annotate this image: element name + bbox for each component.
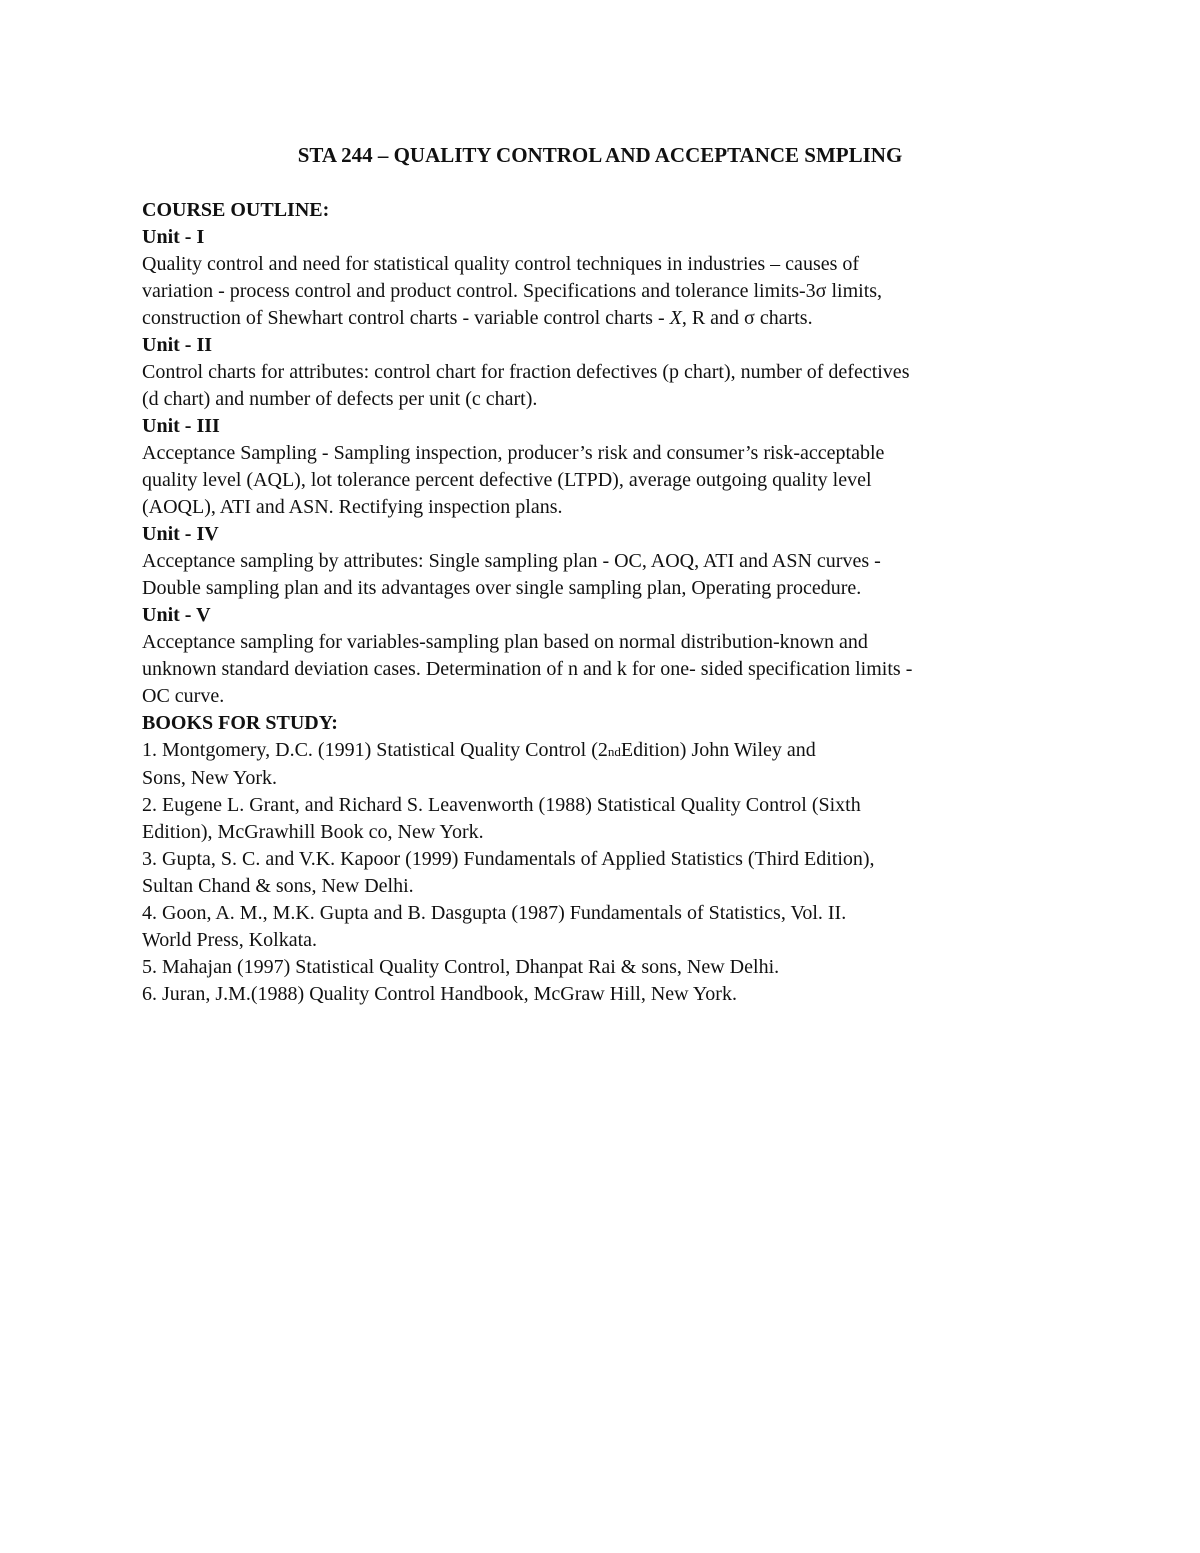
- unit-text-line: [142, 305, 1072, 332]
- unit-text-line: unknown standard deviation cases. Determination of n and k for one- sided specification limits -: [142, 658, 913, 680]
- book-entry-line: Sultan Chand & sons, New Delhi.: [142, 875, 414, 897]
- unit-text-line: OC curve.: [142, 685, 225, 707]
- text-fragment: construction of Shewhart control charts - variable control charts -: [142, 307, 670, 329]
- document-title: STA 244 – QUALITY CONTROL AND ACCEPTANCE SMPLING: [297, 143, 903, 167]
- books-heading: BOOKS FOR STUDY:: [142, 712, 338, 734]
- unit-heading: Unit - V: [142, 604, 211, 626]
- text-fragment: 1. Montgomery, D.C. (1991) Statistical Quality Control (2: [142, 739, 608, 761]
- unit-section: [142, 413, 1072, 521]
- unit-heading: Unit - III: [142, 415, 220, 437]
- unit-text-line: quality level (AQL), lot tolerance percent defective (LTPD), average outgoing quality level: [142, 469, 872, 491]
- unit-section: [142, 224, 1072, 332]
- text-fragment: Edition) John Wiley and: [620, 739, 816, 761]
- unit-text-line: Acceptance sampling for variables-sampling plan based on normal distribution-known and: [142, 631, 868, 653]
- ordinal-suffix: nd: [607, 744, 621, 759]
- book-entry-line: 4. Goon, A. M., M.K. Gupta and B. Dasgupta (1987) Fundamentals of Statistics, Vol. II.: [142, 902, 847, 924]
- unit-heading: Unit - II: [142, 334, 213, 356]
- book-entry-line: 5. Mahajan (1997) Statistical Quality Control, Dhanpat Rai & sons, New Delhi.: [142, 956, 780, 978]
- document-body: [142, 197, 1072, 1008]
- unit-section: [142, 602, 1072, 710]
- unit-text-line: (d chart) and number of defects per unit (c chart).: [142, 388, 538, 410]
- x-bar-symbol: X: [669, 307, 682, 329]
- book-entry-line: 2. Eugene L. Grant, and Richard S. Leavenworth (1988) Statistical Quality Control (Sixth: [142, 794, 861, 816]
- book-entry-line: 3. Gupta, S. C. and V.K. Kapoor (1999) Fundamentals of Applied Statistics (Third Edition),: [142, 848, 875, 870]
- book-entry-line: Edition), McGrawhill Book co, New York.: [142, 821, 484, 843]
- book-entry-line: World Press, Kolkata.: [142, 929, 318, 951]
- unit-section: [142, 521, 1072, 602]
- course-outline-heading: COURSE OUTLINE:: [142, 199, 330, 221]
- text-fragment: , R and σ charts.: [681, 307, 813, 329]
- book-entry-line: [142, 737, 1072, 765]
- book-entry-line: Sons, New York.: [142, 767, 278, 789]
- unit-text-line: Quality control and need for statistical quality control techniques in industries – causes of: [142, 253, 860, 275]
- books-list: [142, 737, 1072, 1008]
- unit-section: [142, 332, 1072, 413]
- unit-text-line: variation - process control and product control. Specifications and tolerance limits-3σ limits,: [142, 280, 883, 302]
- unit-heading: Unit - IV: [142, 523, 219, 545]
- unit-text-line: Double sampling plan and its advantages over single sampling plan, Operating procedure.: [142, 577, 862, 599]
- book-entry-line: 6. Juran, J.M.(1988) Quality Control Handbook, McGraw Hill, New York.: [142, 983, 737, 1005]
- unit-text-line: Control charts for attributes: control chart for fraction defectives (p chart), number of defectives: [142, 361, 910, 383]
- unit-text-line: Acceptance Sampling - Sampling inspection, producer’s risk and consumer’s risk-acceptable: [142, 442, 885, 464]
- unit-text-line: (AOQL), ATI and ASN. Rectifying inspection plans.: [142, 496, 563, 518]
- unit-heading: Unit - I: [142, 226, 205, 248]
- unit-text-line: Acceptance sampling by attributes: Single sampling plan - OC, AOQ, ATI and ASN curves -: [142, 550, 881, 572]
